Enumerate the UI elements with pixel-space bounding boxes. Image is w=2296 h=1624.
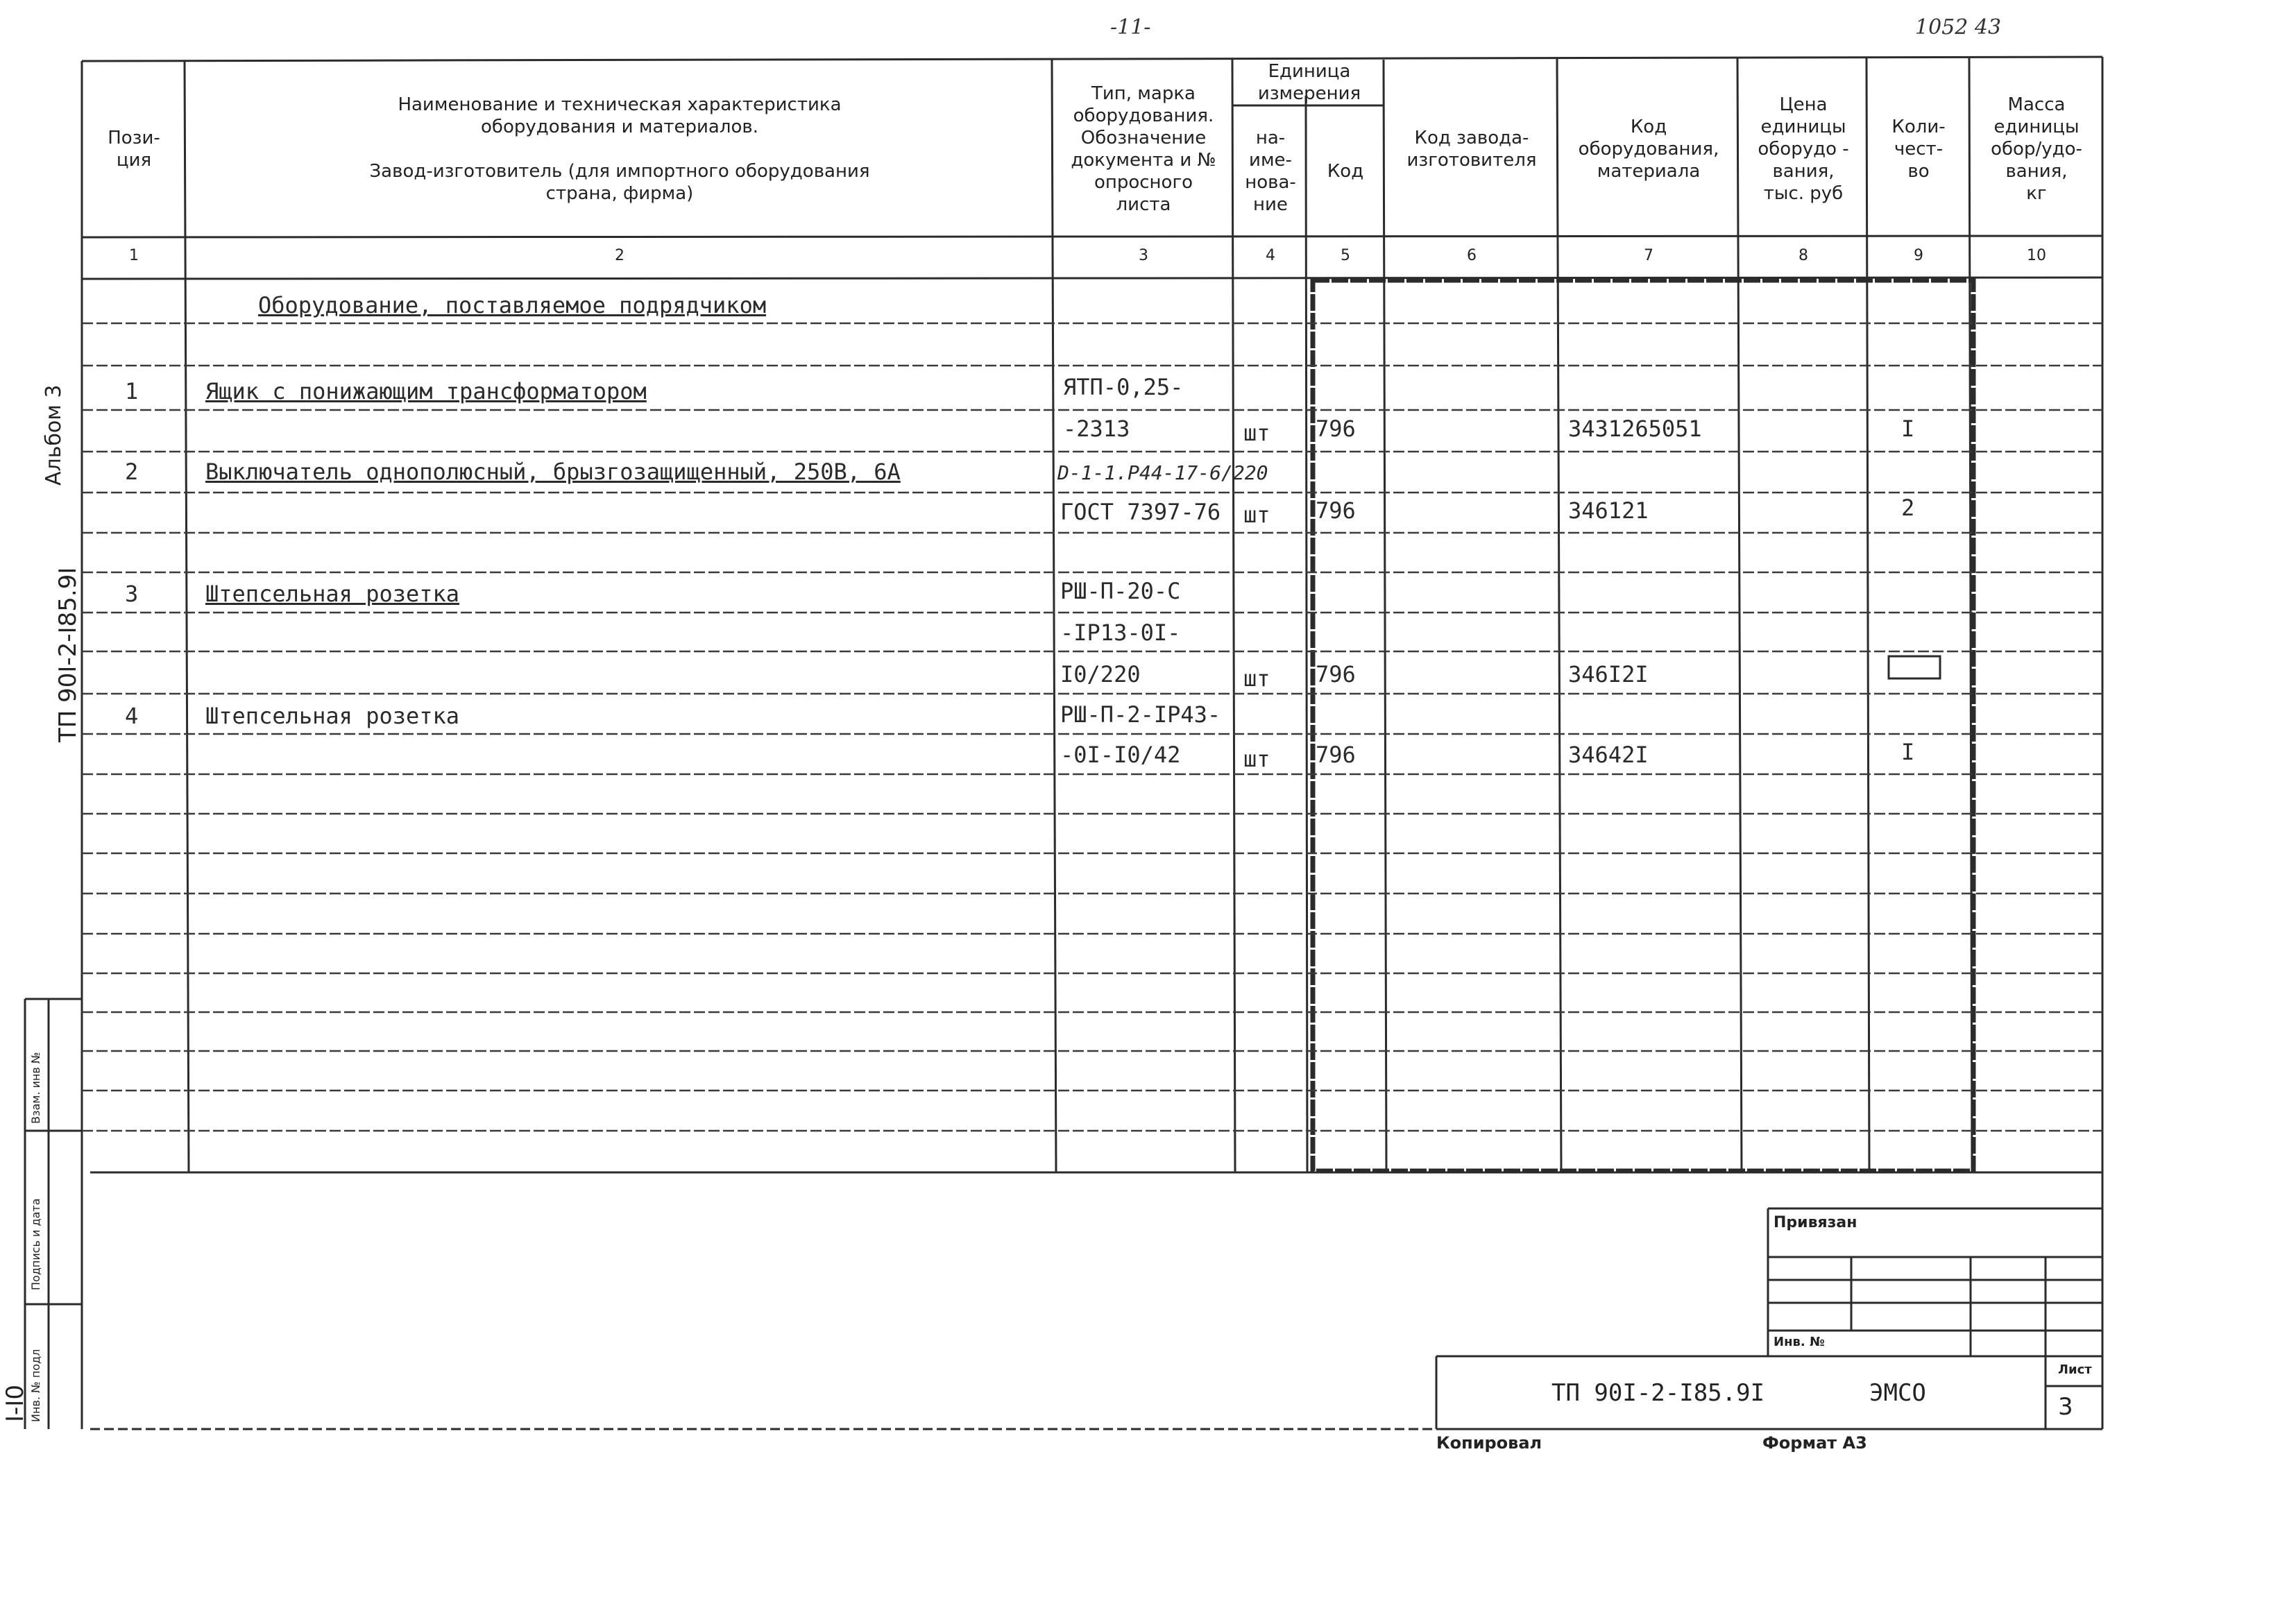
column-number: 10	[2027, 247, 2046, 264]
copied-label: Копировал	[1436, 1433, 1542, 1453]
column-number: 8	[1798, 247, 1808, 264]
row4-equipment-code: 34642I	[1568, 742, 1649, 768]
signature-date-label: Подпись и дата	[29, 1198, 42, 1290]
stamp-doc-code: ТП 90I-2-I85.9I	[1551, 1379, 1765, 1407]
row4-name: Штепсельная розетка	[205, 703, 460, 729]
row3-unit: шт	[1243, 665, 1270, 692]
row2-type-line1: D-1-1.P44-17-6/220	[1057, 461, 1268, 484]
header-mass: Масса единицы обор/удо- вания, кг	[1991, 94, 2082, 204]
column-number: 9	[1914, 247, 1923, 264]
qty-box-mark	[1889, 656, 1940, 678]
format-label: Формат А3	[1762, 1433, 1867, 1453]
header-unit-name: на- име- нова- ние	[1245, 128, 1296, 215]
archive-number: 1052 43	[1915, 15, 2002, 40]
column-number: 7	[1644, 247, 1653, 264]
sheet-number: 3	[2058, 1393, 2073, 1421]
row4-position: 4	[125, 703, 139, 729]
column-number: 3	[1139, 247, 1148, 264]
orig-inv-value: I-I0	[1, 1385, 29, 1422]
row3-position: 3	[125, 581, 139, 607]
column-number: 6	[1467, 247, 1477, 264]
row3-unit-code: 796	[1316, 661, 1356, 687]
header-name: Наименование и техническая характеристика оборудования и материалов. Завод-изготовитель (для импортного оборудования страна, фирма)	[369, 94, 870, 204]
column-number: 4	[1266, 247, 1275, 264]
row3-type-line3: I0/220	[1060, 661, 1141, 687]
row4-type-line1: РШ-П-2-IP43-	[1060, 701, 1221, 728]
row3-type-line1: РШ-П-20-С	[1060, 578, 1181, 604]
row1-quantity: I	[1901, 416, 1915, 442]
header-equipment-code: Код оборудования, материала	[1578, 117, 1719, 182]
row1-position: 1	[125, 378, 139, 404]
row3-equipment-code: 346I2I	[1568, 661, 1649, 687]
row2-name: Выключатель однополюсный, брызгозащищенный, 250В, 6А	[205, 459, 901, 485]
header-unit-group: Единица измерения	[1257, 61, 1361, 104]
header-quantity: Коли- чест- во	[1891, 117, 1946, 182]
sheet-label: Лист	[2058, 1362, 2092, 1377]
header-price: Цена единицы оборудо - вания, тыс. руб	[1758, 94, 1849, 204]
header-unit-code: Код	[1327, 161, 1364, 182]
row1-unit-code: 796	[1316, 416, 1356, 442]
side-doc-code: ТП 90I-2-I85.9I	[54, 567, 82, 742]
header-type: Тип, марка оборудования. Обозначение документа и № опросного листа	[1071, 83, 1216, 215]
row2-unit: шт	[1243, 502, 1270, 528]
row1-equipment-code: 3431265051	[1568, 416, 1702, 442]
header-factory-code: Код завода- изготовителя	[1406, 128, 1537, 171]
column-number: 1	[129, 247, 139, 264]
header-position: Пози- ция	[108, 128, 160, 171]
column-number: 5	[1341, 247, 1350, 264]
column-number: 2	[615, 247, 624, 264]
row2-unit-code: 796	[1316, 497, 1356, 524]
row1-unit: шт	[1243, 420, 1270, 446]
linked-label: Привязан	[1774, 1214, 1857, 1231]
row4-unit-code: 796	[1316, 742, 1356, 768]
row1-type-line1: ЯТП-0,25-	[1063, 374, 1184, 400]
row4-unit: шт	[1243, 746, 1270, 772]
section-heading: Оборудование, поставляемое подрядчиком	[258, 292, 767, 318]
row2-position: 2	[125, 459, 139, 485]
row2-quantity: 2	[1901, 495, 1915, 521]
row2-type-line2: ГОСТ 7397-76	[1060, 499, 1221, 525]
row2-equipment-code: 346121	[1568, 497, 1649, 524]
orig-inv-label: Инв. № подл	[29, 1349, 42, 1422]
row1-name: Ящик с понижающим трансформатором	[205, 378, 647, 404]
row3-type-line2: -IP13-0I-	[1060, 619, 1181, 646]
row4-type-line2: -0I-I0/42	[1060, 742, 1181, 768]
page-mark: -11-	[1110, 15, 1151, 40]
replace-inv-label: Взам. инв №	[29, 1052, 42, 1124]
row3-name: Штепсельная розетка	[205, 581, 460, 607]
row1-type-line2: -2313	[1063, 416, 1130, 442]
album-label: Альбом 3	[42, 384, 66, 486]
stamp-mark: ЭМСО	[1869, 1379, 1926, 1407]
row4-quantity: I	[1901, 739, 1915, 765]
stamp-inv-label: Инв. №	[1774, 1335, 1825, 1349]
